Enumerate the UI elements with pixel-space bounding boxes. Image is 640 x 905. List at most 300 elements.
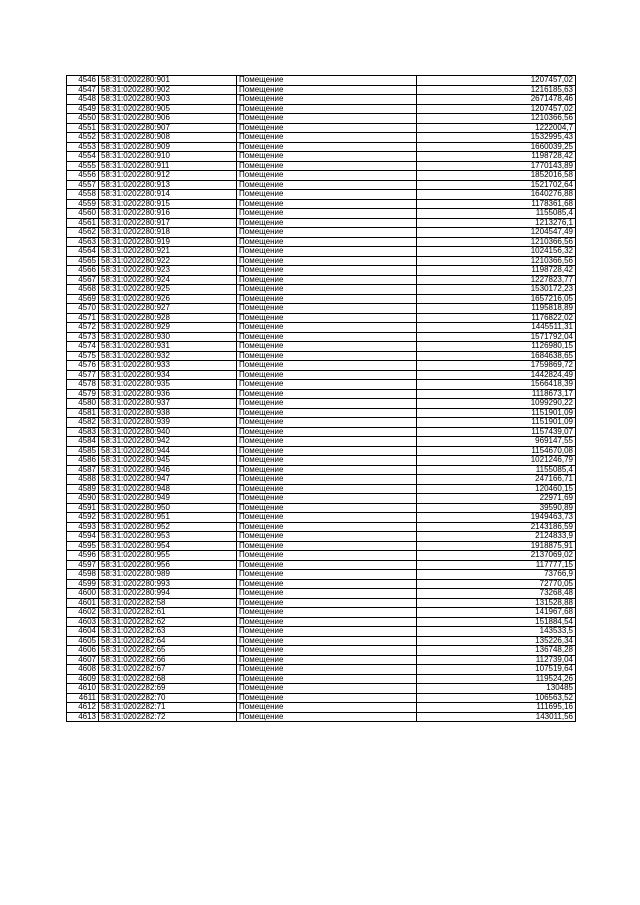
object-type-cell: Помещение xyxy=(237,190,417,200)
cadastral-value-cell: 1210366,56 xyxy=(417,114,576,124)
cadastral-value-cell: 1210366,56 xyxy=(417,237,576,247)
cadastral-number-cell: 58:31:0202280:937 xyxy=(99,399,237,409)
cadastral-value-cell: 2671478,46 xyxy=(417,95,576,105)
table-row xyxy=(67,465,576,475)
table-row xyxy=(67,294,576,304)
table-row xyxy=(67,608,576,618)
cadastral-value-cell: 1213276,1 xyxy=(417,218,576,228)
table-row xyxy=(67,199,576,209)
table-row xyxy=(67,513,576,523)
row-number-cell: 4589 xyxy=(67,484,99,494)
object-type-cell: Помещение xyxy=(237,646,417,656)
cadastral-value-cell: 120460,15 xyxy=(417,484,576,494)
cadastral-number-cell: 58:31:0202280:914 xyxy=(99,190,237,200)
table-row xyxy=(67,589,576,599)
object-type-cell: Помещение xyxy=(237,199,417,209)
object-type-cell: Помещение xyxy=(237,380,417,390)
row-number-cell: 4560 xyxy=(67,209,99,219)
cadastral-number-cell: 58:31:0202280:938 xyxy=(99,408,237,418)
cadastral-number-cell: 58:31:0202280:945 xyxy=(99,456,237,466)
cadastral-value-cell: 1530172,23 xyxy=(417,285,576,295)
object-type-cell: Помещение xyxy=(237,693,417,703)
row-number-cell: 4594 xyxy=(67,532,99,542)
object-type-cell: Помещение xyxy=(237,513,417,523)
object-type-cell: Помещение xyxy=(237,665,417,675)
cadastral-number-cell: 58:31:0202282:66 xyxy=(99,655,237,665)
cadastral-number-cell: 58:31:0202280:902 xyxy=(99,85,237,95)
table-row xyxy=(67,418,576,428)
row-number-cell: 4572 xyxy=(67,323,99,333)
cadastral-value-cell: 1178361,68 xyxy=(417,199,576,209)
cadastral-number-cell: 58:31:0202280:913 xyxy=(99,180,237,190)
row-number-cell: 4562 xyxy=(67,228,99,238)
cadastral-value-cell: 969147,55 xyxy=(417,437,576,447)
cadastral-value-cell: 1210366,56 xyxy=(417,256,576,266)
object-type-cell: Помещение xyxy=(237,636,417,646)
table-row xyxy=(67,237,576,247)
row-number-cell: 4579 xyxy=(67,389,99,399)
cadastral-number-cell: 58:31:0202280:950 xyxy=(99,503,237,513)
cadastral-value-cell: 1151901,09 xyxy=(417,408,576,418)
cadastral-value-cell: 1207457,02 xyxy=(417,76,576,86)
row-number-cell: 4587 xyxy=(67,465,99,475)
cadastral-value-cell: 1640276,88 xyxy=(417,190,576,200)
object-type-cell: Помещение xyxy=(237,323,417,333)
cadastral-number-cell: 58:31:0202282:70 xyxy=(99,693,237,703)
table-row xyxy=(67,247,576,257)
cadastral-value-cell: 1021246,79 xyxy=(417,456,576,466)
cadastral-value-cell: 247166,71 xyxy=(417,475,576,485)
cadastral-value-cell: 136748,28 xyxy=(417,646,576,656)
object-type-cell: Помещение xyxy=(237,285,417,295)
cadastral-number-cell: 58:31:0202282:68 xyxy=(99,674,237,684)
cadastral-value-cell: 1198728,42 xyxy=(417,152,576,162)
cadastral-number-cell: 58:31:0202280:951 xyxy=(99,513,237,523)
object-type-cell: Помещение xyxy=(237,171,417,181)
table-row xyxy=(67,655,576,665)
cadastral-value-cell: 1154670,08 xyxy=(417,446,576,456)
row-number-cell: 4611 xyxy=(67,693,99,703)
cadastral-number-cell: 58:31:0202280:934 xyxy=(99,370,237,380)
cadastral-number-cell: 58:31:0202280:907 xyxy=(99,123,237,133)
cadastral-value-cell: 112739,04 xyxy=(417,655,576,665)
table-row xyxy=(67,123,576,133)
cadastral-number-cell: 58:31:0202282:65 xyxy=(99,646,237,656)
cadastral-value-cell: 2143186,59 xyxy=(417,522,576,532)
table-row xyxy=(67,427,576,437)
row-number-cell: 4580 xyxy=(67,399,99,409)
row-number-cell: 4585 xyxy=(67,446,99,456)
table-row xyxy=(67,342,576,352)
object-type-cell: Помещение xyxy=(237,351,417,361)
cadastral-number-cell: 58:31:0202280:923 xyxy=(99,266,237,276)
row-number-cell: 4546 xyxy=(67,76,99,86)
row-number-cell: 4556 xyxy=(67,171,99,181)
object-type-cell: Помещение xyxy=(237,304,417,314)
table-row xyxy=(67,133,576,143)
cadastral-value-cell: 1532995,43 xyxy=(417,133,576,143)
cadastral-value-cell: 2124833,9 xyxy=(417,532,576,542)
object-type-cell: Помещение xyxy=(237,475,417,485)
table-row xyxy=(67,266,576,276)
cadastral-number-cell: 58:31:0202280:916 xyxy=(99,209,237,219)
object-type-cell: Помещение xyxy=(237,703,417,713)
row-number-cell: 4597 xyxy=(67,560,99,570)
row-number-cell: 4566 xyxy=(67,266,99,276)
table-row xyxy=(67,85,576,95)
cadastral-value-cell: 1566418,39 xyxy=(417,380,576,390)
row-number-cell: 4550 xyxy=(67,114,99,124)
cadastral-number-cell: 58:31:0202280:918 xyxy=(99,228,237,238)
cadastral-number-cell: 58:31:0202280:910 xyxy=(99,152,237,162)
table-row xyxy=(67,313,576,323)
cadastral-number-cell: 58:31:0202280:954 xyxy=(99,541,237,551)
cadastral-value-cell: 1204547,49 xyxy=(417,228,576,238)
cadastral-number-cell: 58:31:0202282:64 xyxy=(99,636,237,646)
table-row xyxy=(67,256,576,266)
row-number-cell: 4570 xyxy=(67,304,99,314)
row-number-cell: 4613 xyxy=(67,712,99,722)
table-row xyxy=(67,380,576,390)
cadastral-number-cell: 58:31:0202280:946 xyxy=(99,465,237,475)
cadastral-number-cell: 58:31:0202280:944 xyxy=(99,446,237,456)
table-row xyxy=(67,627,576,637)
table-row xyxy=(67,446,576,456)
table-row xyxy=(67,674,576,684)
cadastral-number-cell: 58:31:0202280:948 xyxy=(99,484,237,494)
cadastral-number-cell: 58:31:0202280:940 xyxy=(99,427,237,437)
cadastral-number-cell: 58:31:0202282:72 xyxy=(99,712,237,722)
table-row xyxy=(67,142,576,152)
object-type-cell: Помещение xyxy=(237,247,417,257)
row-number-cell: 4583 xyxy=(67,427,99,437)
table-row xyxy=(67,370,576,380)
cadastral-value-cell: 106563,52 xyxy=(417,693,576,703)
row-number-cell: 4599 xyxy=(67,579,99,589)
object-type-cell: Помещение xyxy=(237,161,417,171)
cadastral-number-cell: 58:31:0202280:922 xyxy=(99,256,237,266)
cadastral-number-cell: 58:31:0202280:928 xyxy=(99,313,237,323)
row-number-cell: 4608 xyxy=(67,665,99,675)
object-type-cell: Помещение xyxy=(237,313,417,323)
row-number-cell: 4588 xyxy=(67,475,99,485)
cadastral-value-cell: 1684638,65 xyxy=(417,351,576,361)
table-row xyxy=(67,503,576,513)
cadastral-value-cell: 39590,89 xyxy=(417,503,576,513)
object-type-cell: Помещение xyxy=(237,266,417,276)
table-row xyxy=(67,76,576,86)
row-number-cell: 4609 xyxy=(67,674,99,684)
table-row xyxy=(67,161,576,171)
table-row xyxy=(67,484,576,494)
object-type-cell: Помещение xyxy=(237,674,417,684)
object-type-cell: Помещение xyxy=(237,608,417,618)
cadastral-value-cell: 73766,9 xyxy=(417,570,576,580)
cadastral-value-cell: 143533,5 xyxy=(417,627,576,637)
row-number-cell: 4565 xyxy=(67,256,99,266)
cadastral-number-cell: 58:31:0202280:936 xyxy=(99,389,237,399)
cadastral-value-cell: 1521702,64 xyxy=(417,180,576,190)
cadastral-number-cell: 58:31:0202280:929 xyxy=(99,323,237,333)
cadastral-value-cell: 1918875,91 xyxy=(417,541,576,551)
row-number-cell: 4592 xyxy=(67,513,99,523)
object-type-cell: Помещение xyxy=(237,256,417,266)
row-number-cell: 4553 xyxy=(67,142,99,152)
table-row xyxy=(67,104,576,114)
object-type-cell: Помещение xyxy=(237,427,417,437)
cadastral-number-cell: 58:31:0202280:919 xyxy=(99,237,237,247)
row-number-cell: 4567 xyxy=(67,275,99,285)
table-row xyxy=(67,285,576,295)
cadastral-value-cell: 119524,26 xyxy=(417,674,576,684)
cadastral-value-cell: 130485 xyxy=(417,684,576,694)
row-number-cell: 4561 xyxy=(67,218,99,228)
object-type-cell: Помещение xyxy=(237,494,417,504)
cadastral-value-cell: 135226,34 xyxy=(417,636,576,646)
cadastral-number-cell: 58:31:0202280:955 xyxy=(99,551,237,561)
table-row xyxy=(67,560,576,570)
cadastral-value-cell: 1151901,09 xyxy=(417,418,576,428)
table-row xyxy=(67,351,576,361)
cadastral-value-cell: 107519,64 xyxy=(417,665,576,675)
row-number-cell: 4603 xyxy=(67,617,99,627)
cadastral-number-cell: 58:31:0202282:71 xyxy=(99,703,237,713)
row-number-cell: 4610 xyxy=(67,684,99,694)
table-row xyxy=(67,494,576,504)
row-number-cell: 4593 xyxy=(67,522,99,532)
row-number-cell: 4576 xyxy=(67,361,99,371)
cadastral-value-cell: 1155085,4 xyxy=(417,209,576,219)
row-number-cell: 4596 xyxy=(67,551,99,561)
object-type-cell: Помещение xyxy=(237,95,417,105)
cadastral-value-cell: 1657216,05 xyxy=(417,294,576,304)
object-type-cell: Помещение xyxy=(237,712,417,722)
cadastral-value-cell: 2137069,02 xyxy=(417,551,576,561)
row-number-cell: 4575 xyxy=(67,351,99,361)
cadastral-number-cell: 58:31:0202280:989 xyxy=(99,570,237,580)
cadastral-number-cell: 58:31:0202280:908 xyxy=(99,133,237,143)
object-type-cell: Помещение xyxy=(237,275,417,285)
object-type-cell: Помещение xyxy=(237,85,417,95)
row-number-cell: 4547 xyxy=(67,85,99,95)
table-row xyxy=(67,551,576,561)
cadastral-number-cell: 58:31:0202280:933 xyxy=(99,361,237,371)
cadastral-number-cell: 58:31:0202282:63 xyxy=(99,627,237,637)
cadastral-value-cell: 1445511,31 xyxy=(417,323,576,333)
object-type-cell: Помещение xyxy=(237,418,417,428)
object-type-cell: Помещение xyxy=(237,522,417,532)
cadastral-number-cell: 58:31:0202280:925 xyxy=(99,285,237,295)
object-type-cell: Помещение xyxy=(237,114,417,124)
object-type-cell: Помещение xyxy=(237,627,417,637)
cadastral-number-cell: 58:31:0202280:993 xyxy=(99,579,237,589)
cadastral-number-cell: 58:31:0202280:953 xyxy=(99,532,237,542)
cadastral-value-cell: 141967,68 xyxy=(417,608,576,618)
row-number-cell: 4586 xyxy=(67,456,99,466)
cadastral-value-cell: 1198728,42 xyxy=(417,266,576,276)
object-type-cell: Помещение xyxy=(237,389,417,399)
document-sheet xyxy=(66,75,575,722)
object-type-cell: Помещение xyxy=(237,579,417,589)
cadastral-value-cell: 1024156,32 xyxy=(417,247,576,257)
cadastral-number-cell: 58:31:0202280:949 xyxy=(99,494,237,504)
object-type-cell: Помещение xyxy=(237,437,417,447)
cadastral-value-cell: 1118673,17 xyxy=(417,389,576,399)
cadastral-number-cell: 58:31:0202280:952 xyxy=(99,522,237,532)
cadastral-number-cell: 58:31:0202280:924 xyxy=(99,275,237,285)
row-number-cell: 4555 xyxy=(67,161,99,171)
cadastral-value-cell: 1227823,77 xyxy=(417,275,576,285)
cadastral-value-cell: 143011,56 xyxy=(417,712,576,722)
table-row xyxy=(67,361,576,371)
table-row xyxy=(67,399,576,409)
object-type-cell: Помещение xyxy=(237,218,417,228)
table-row xyxy=(67,171,576,181)
object-type-cell: Помещение xyxy=(237,532,417,542)
cadastral-number-cell: 58:31:0202280:911 xyxy=(99,161,237,171)
object-type-cell: Помещение xyxy=(237,294,417,304)
row-number-cell: 4551 xyxy=(67,123,99,133)
table-row xyxy=(67,209,576,219)
cadastral-number-cell: 58:31:0202280:927 xyxy=(99,304,237,314)
cadastral-number-cell: 58:31:0202280:909 xyxy=(99,142,237,152)
row-number-cell: 4557 xyxy=(67,180,99,190)
object-type-cell: Помещение xyxy=(237,399,417,409)
table-row xyxy=(67,684,576,694)
row-number-cell: 4581 xyxy=(67,408,99,418)
row-number-cell: 4590 xyxy=(67,494,99,504)
row-number-cell: 4573 xyxy=(67,332,99,342)
cadastral-value-cell: 1759869,72 xyxy=(417,361,576,371)
cadastral-value-cell: 1195818,89 xyxy=(417,304,576,314)
table-row xyxy=(67,712,576,722)
table-row xyxy=(67,95,576,105)
cadastral-value-cell: 1770143,89 xyxy=(417,161,576,171)
row-number-cell: 4598 xyxy=(67,570,99,580)
cadastral-value-cell: 1852016,58 xyxy=(417,171,576,181)
cadastral-value-cell: 72770,05 xyxy=(417,579,576,589)
table-row xyxy=(67,693,576,703)
cadastral-number-cell: 58:31:0202280:906 xyxy=(99,114,237,124)
table-row xyxy=(67,437,576,447)
cadastral-value-cell: 22971,69 xyxy=(417,494,576,504)
table-row xyxy=(67,408,576,418)
cadastral-number-cell: 58:31:0202280:930 xyxy=(99,332,237,342)
cadastral-number-cell: 58:31:0202282:67 xyxy=(99,665,237,675)
cadastral-value-cell: 1176822,02 xyxy=(417,313,576,323)
cadastral-number-cell: 58:31:0202280:905 xyxy=(99,104,237,114)
object-type-cell: Помещение xyxy=(237,370,417,380)
row-number-cell: 4612 xyxy=(67,703,99,713)
object-type-cell: Помещение xyxy=(237,104,417,114)
row-number-cell: 4602 xyxy=(67,608,99,618)
row-number-cell: 4607 xyxy=(67,655,99,665)
row-number-cell: 4574 xyxy=(67,342,99,352)
object-type-cell: Помещение xyxy=(237,684,417,694)
row-number-cell: 4559 xyxy=(67,199,99,209)
cadastral-value-cell: 131528,88 xyxy=(417,598,576,608)
object-type-cell: Помещение xyxy=(237,361,417,371)
table-row xyxy=(67,522,576,532)
cadastral-number-cell: 58:31:0202280:912 xyxy=(99,171,237,181)
cadastral-value-cell: 1949463,73 xyxy=(417,513,576,523)
cadastral-value-cell: 117777,15 xyxy=(417,560,576,570)
cadastral-number-cell: 58:31:0202280:931 xyxy=(99,342,237,352)
row-number-cell: 4606 xyxy=(67,646,99,656)
table-row xyxy=(67,570,576,580)
cadastral-number-cell: 58:31:0202282:62 xyxy=(99,617,237,627)
table-row xyxy=(67,646,576,656)
cadastral-number-cell: 58:31:0202280:935 xyxy=(99,380,237,390)
table-row xyxy=(67,475,576,485)
object-type-cell: Помещение xyxy=(237,465,417,475)
object-type-cell: Помещение xyxy=(237,76,417,86)
table-row xyxy=(67,275,576,285)
row-number-cell: 4554 xyxy=(67,152,99,162)
cadastral-value-cell: 1099290,22 xyxy=(417,399,576,409)
cadastral-number-cell: 58:31:0202280:917 xyxy=(99,218,237,228)
cadastral-value-cell: 1216185,63 xyxy=(417,85,576,95)
row-number-cell: 4591 xyxy=(67,503,99,513)
table-row xyxy=(67,703,576,713)
cadastral-value-cell: 1157439,07 xyxy=(417,427,576,437)
row-number-cell: 4600 xyxy=(67,589,99,599)
row-number-cell: 4582 xyxy=(67,418,99,428)
object-type-cell: Помещение xyxy=(237,551,417,561)
table-row xyxy=(67,228,576,238)
table-row xyxy=(67,389,576,399)
table-row xyxy=(67,665,576,675)
cadastral-number-cell: 58:31:0202282:58 xyxy=(99,598,237,608)
row-number-cell: 4563 xyxy=(67,237,99,247)
table-row xyxy=(67,617,576,627)
table-row xyxy=(67,304,576,314)
cadastral-value-cell: 73268,48 xyxy=(417,589,576,599)
object-type-cell: Помещение xyxy=(237,484,417,494)
table-row xyxy=(67,218,576,228)
cadastral-value-cell: 111695,16 xyxy=(417,703,576,713)
cadastral-value-cell: 151884,54 xyxy=(417,617,576,627)
cadastral-value-cell: 1442824,49 xyxy=(417,370,576,380)
cadastral-number-cell: 58:31:0202280:926 xyxy=(99,294,237,304)
cadastral-number-cell: 58:31:0202280:901 xyxy=(99,76,237,86)
row-number-cell: 4578 xyxy=(67,380,99,390)
object-type-cell: Помещение xyxy=(237,123,417,133)
cadastral-number-cell: 58:31:0202280:915 xyxy=(99,199,237,209)
row-number-cell: 4605 xyxy=(67,636,99,646)
table-row xyxy=(67,456,576,466)
cadastral-value-cell: 1126980,15 xyxy=(417,342,576,352)
table-row xyxy=(67,180,576,190)
row-number-cell: 4564 xyxy=(67,247,99,257)
cadastral-number-cell: 58:31:0202280:921 xyxy=(99,247,237,257)
row-number-cell: 4595 xyxy=(67,541,99,551)
cadastral-value-cell: 1155085,4 xyxy=(417,465,576,475)
cadastral-table xyxy=(66,75,576,722)
table-row xyxy=(67,332,576,342)
object-type-cell: Помещение xyxy=(237,570,417,580)
cadastral-number-cell: 58:31:0202280:939 xyxy=(99,418,237,428)
row-number-cell: 4568 xyxy=(67,285,99,295)
row-number-cell: 4601 xyxy=(67,598,99,608)
object-type-cell: Помещение xyxy=(237,617,417,627)
table-row xyxy=(67,579,576,589)
row-number-cell: 4584 xyxy=(67,437,99,447)
cadastral-number-cell: 58:31:0202282:69 xyxy=(99,684,237,694)
object-type-cell: Помещение xyxy=(237,142,417,152)
row-number-cell: 4548 xyxy=(67,95,99,105)
table-row xyxy=(67,541,576,551)
